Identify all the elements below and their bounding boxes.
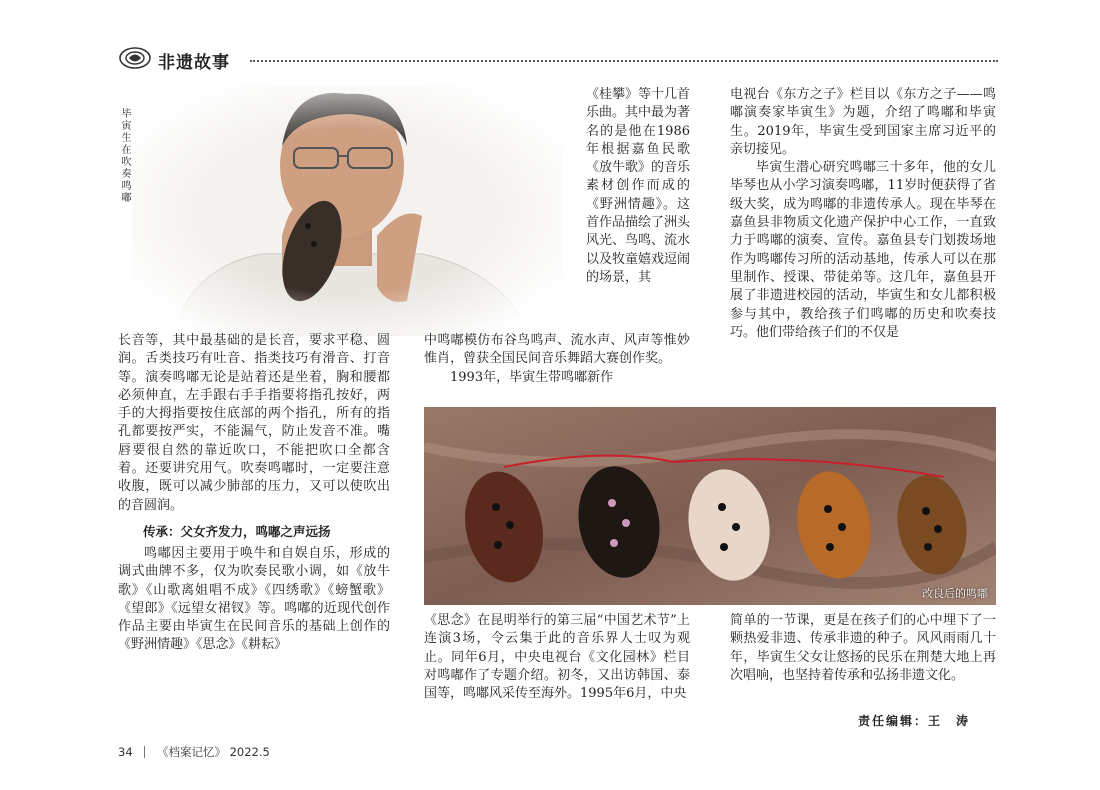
column-2-top <box>586 86 690 287</box>
column-3-bottom <box>730 612 996 685</box>
column-3-top <box>730 86 996 342</box>
paragraph: 电视台《东方之子》栏目以《东方之子——鸣嘟演奏家毕寅生》为题，介绍了鸣嘟和毕寅生。2019年，毕寅生受到国家主席习近平的亲切接见。 <box>730 87 996 157</box>
ocarina-photo <box>424 407 996 605</box>
paragraph: 鸣嘟因主要用于唤牛和自娱自乐，形成的调式曲牌不多，仅为吹奏民歌小调，如《放牛歌》《山歌离姐唱不成》《四绣歌》《螃蟹歌》《望郎》《远望女裙钗》等。鸣嘟的近现代创作作品主要由毕寅生在民间音乐的基础上创作的《野洲情趣》《思念》《耕耘》 <box>118 545 390 653</box>
paragraph: 1993年，毕寅生带鸣嘟新作 <box>450 369 614 385</box>
page-header <box>118 46 998 72</box>
column-2-middle <box>424 332 690 387</box>
paragraph: 《桂攀》等十几首乐曲。其中最为著名的是他在1986年根据嘉鱼民歌《放牛歌》的音乐素材创作而成的《野洲情趣》。这首作品描绘了洲头风光、鸟鸣、流水以及牧童嬉戏逗闹的场景，其 <box>586 87 691 285</box>
photo-caption: 改良后的鸣嘟 <box>922 587 988 600</box>
paragraph: 《思念》在昆明举行的第三届“中国艺术节”上连演3场，令云集于此的音乐界人士叹为观止。同年6月，中央电视台《文化园林》栏目对鸣嘟作了专题介绍。初冬，又出访韩国、泰国等，鸣嘟风采传至海外。1995年6月，中央 <box>424 613 690 702</box>
page-footer <box>118 744 270 760</box>
paragraph: 中鸣嘟模仿布谷鸟鸣声、流水声、风声等惟妙惟肖，曾获全国民间音乐舞蹈大赛创作奖。 <box>424 333 690 367</box>
column-1 <box>118 332 390 655</box>
issue-number: 2022.5 <box>229 745 270 759</box>
portrait-photo <box>132 86 562 336</box>
paragraph: 长音等，其中最基础的是长音，要求平稳、圆润。舌类技巧有吐音、指类技巧有滑音、打音等。演奏鸣嘟无论是站着还是坐着，胸和腰都必须伸直，左手跟右手手指要将指孔按好，两手的大拇指要按住底部的两个指孔，所有的指孔都要按严实，不能漏气，防止发音不准。嘴唇要很自然的靠近吹口，不能把吹口全都含着。还要讲究用气。吹奏鸣嘟时，一定要注意收腹，既可以减少肺部的压力，又可以使吹出的音圆润。 <box>118 333 390 513</box>
page-number: 34 <box>118 745 133 759</box>
footer-divider <box>144 746 145 758</box>
section-subheading: 传承：父女齐发力，鸣嘟之声远扬 <box>143 523 331 539</box>
section-title: 非遗故事 <box>158 53 230 73</box>
paragraph: 毕寅生潜心研究鸣嘟三十多年，他的女儿毕琴也从小学习演奏鸣嘟，11岁时便获得了省级大奖，成为鸣嘟的非遗传承人。现在毕琴在嘉鱼县非物质文化遗产保护中心工作，一直致力于鸣嘟的演奏、宣传。嘉鱼县专门划拨场地作为鸣嘟传习所的活动基地，传承人可以在那里制作、授课、带徒弟等。这几年，嘉鱼县开展了非遗进校园的活动，毕寅生和女儿都积极参与其中，教给孩子们鸣嘟的历史和吹奏技巧。他们带给孩子们的不仅是 <box>730 160 996 340</box>
paragraph: 简单的一节课，更是在孩子们的心中埋下了一颗热爱非遗、传承非遗的种子。风风雨雨几十年，毕寅生父女让悠扬的民乐在荆楚大地上再次唱响，也坚持着传承和弘扬非遗文化。 <box>730 613 996 683</box>
ocarina-photo-image <box>424 407 996 605</box>
section-logo-icon <box>118 46 152 70</box>
responsible-editor: 责任编辑：王 涛 <box>858 714 971 728</box>
header-rule <box>250 60 998 62</box>
column-2-bottom <box>424 612 690 703</box>
portrait-caption: 毕寅生在吹奏鸣嘟 <box>119 108 130 204</box>
magazine-name: 《档案记忆》 <box>156 745 226 759</box>
